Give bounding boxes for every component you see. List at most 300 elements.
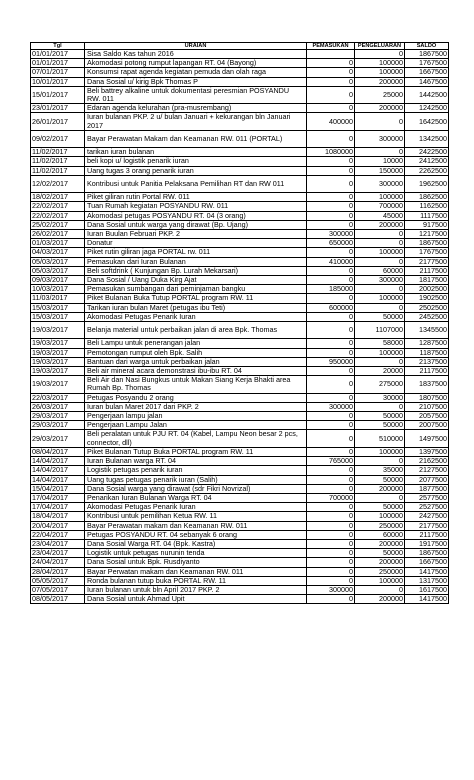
cell-expense: 200000 bbox=[355, 558, 405, 567]
cell-date: 15/03/2017 bbox=[31, 303, 85, 312]
cell-date: 19/03/2017 bbox=[31, 322, 85, 339]
cell-date: 09/02/2017 bbox=[31, 130, 85, 147]
cell-description: Piket Bulanan Tutup Buka PORTAL program RW. 11 bbox=[85, 447, 307, 456]
cell-date: 19/03/2017 bbox=[31, 339, 85, 348]
table-row bbox=[31, 230, 449, 239]
cell-description: Iuran bulanan PKP. 2 u/ bulan Januari + kekurangan bln Januari 2017 bbox=[85, 113, 307, 130]
table-row bbox=[31, 276, 449, 285]
cell-expense: 0 bbox=[355, 357, 405, 366]
cell-income: 700000 bbox=[307, 493, 355, 502]
table-row bbox=[31, 166, 449, 175]
cell-income: 0 bbox=[307, 393, 355, 402]
cell-balance: 1397500 bbox=[405, 447, 449, 456]
table-row bbox=[31, 484, 449, 493]
cell-description: Belanja material untuk perbaikan jalan di area Bpk. Thomas bbox=[85, 322, 307, 339]
cell-description: Kontribusi untuk Panitia Pelaksana Pemilihan RT dan RW 011 bbox=[85, 175, 307, 192]
cell-income: 1080000 bbox=[307, 148, 355, 157]
cell-date: 29/03/2017 bbox=[31, 421, 85, 430]
cell-balance: 1962500 bbox=[405, 175, 449, 192]
cell-date: 29/03/2017 bbox=[31, 412, 85, 421]
cell-balance: 2502500 bbox=[405, 303, 449, 312]
cell-description: Logistik untuk petugas nurunin tenda bbox=[85, 549, 307, 558]
cell-description: Beli battrey alkaline untuk dokumentasi peresmian POSYANDU RW. 011 bbox=[85, 86, 307, 103]
cell-date: 05/05/2017 bbox=[31, 576, 85, 585]
cell-description: Piket Bulanan Buka Tutup PORTAL program RW. 11 bbox=[85, 294, 307, 303]
cell-date: 14/04/2017 bbox=[31, 457, 85, 466]
cell-date: 11/02/2017 bbox=[31, 166, 85, 175]
cell-balance: 2422500 bbox=[405, 148, 449, 157]
table-row bbox=[31, 248, 449, 257]
cell-balance: 1317500 bbox=[405, 576, 449, 585]
cell-expense: 0 bbox=[355, 50, 405, 59]
cell-description: Dana Sosial Warga RT. 04 (Bpk. Kastra) bbox=[85, 539, 307, 548]
cell-income: 0 bbox=[307, 530, 355, 539]
table-row bbox=[31, 430, 449, 447]
cell-income: 0 bbox=[307, 421, 355, 430]
cell-expense: 0 bbox=[355, 148, 405, 157]
cell-expense: 100000 bbox=[355, 193, 405, 202]
table-row bbox=[31, 104, 449, 113]
cell-expense: 200000 bbox=[355, 595, 405, 604]
cell-income: 0 bbox=[307, 248, 355, 257]
cell-description: Logistik petugas penarik iuran bbox=[85, 466, 307, 475]
cell-expense: 510000 bbox=[355, 430, 405, 447]
cell-description: Pemasukan sumbangan dari peminjaman bangku bbox=[85, 285, 307, 294]
cell-balance: 1497500 bbox=[405, 430, 449, 447]
cell-expense: 0 bbox=[355, 230, 405, 239]
cell-description: Pengerjaan lampu jalan bbox=[85, 412, 307, 421]
table-row bbox=[31, 294, 449, 303]
cell-balance: 2127500 bbox=[405, 466, 449, 475]
cell-expense: 58000 bbox=[355, 339, 405, 348]
cell-income: 0 bbox=[307, 412, 355, 421]
cell-description: Iuran bulan Maret 2017 dari PKP. 2 bbox=[85, 402, 307, 411]
table-row bbox=[31, 549, 449, 558]
table-row bbox=[31, 266, 449, 275]
cell-balance: 1467500 bbox=[405, 77, 449, 86]
cell-balance: 2577500 bbox=[405, 493, 449, 502]
cell-balance: 1617500 bbox=[405, 585, 449, 594]
cell-income: 0 bbox=[307, 430, 355, 447]
cell-date: 18/02/2017 bbox=[31, 193, 85, 202]
cell-date: 12/02/2017 bbox=[31, 175, 85, 192]
table-row bbox=[31, 530, 449, 539]
cell-date: 22/03/2017 bbox=[31, 393, 85, 402]
cell-description: Donatur bbox=[85, 239, 307, 248]
cell-expense: 20000 bbox=[355, 367, 405, 376]
table-row bbox=[31, 193, 449, 202]
cell-expense: 100000 bbox=[355, 59, 405, 68]
table-row bbox=[31, 202, 449, 211]
cell-balance: 2007500 bbox=[405, 421, 449, 430]
cell-income: 0 bbox=[307, 376, 355, 393]
cell-expense: 35000 bbox=[355, 466, 405, 475]
header-balance: SALDO bbox=[405, 43, 449, 50]
cell-expense: 0 bbox=[355, 493, 405, 502]
cell-balance: 1917500 bbox=[405, 539, 449, 548]
cell-balance: 1837500 bbox=[405, 376, 449, 393]
cell-income: 0 bbox=[307, 576, 355, 585]
cell-balance: 1117500 bbox=[405, 211, 449, 220]
cell-expense: 100000 bbox=[355, 248, 405, 257]
table-row bbox=[31, 412, 449, 421]
table-row bbox=[31, 503, 449, 512]
cell-date: 15/01/2017 bbox=[31, 86, 85, 103]
cell-expense: 275000 bbox=[355, 376, 405, 393]
cell-income: 0 bbox=[307, 466, 355, 475]
cell-description: Petugas Posyandu 2 orang bbox=[85, 393, 307, 402]
cell-date: 28/04/2017 bbox=[31, 567, 85, 576]
cell-date: 05/03/2017 bbox=[31, 266, 85, 275]
cell-income: 0 bbox=[307, 86, 355, 103]
table-row bbox=[31, 421, 449, 430]
table-row bbox=[31, 86, 449, 103]
cell-income: 0 bbox=[307, 348, 355, 357]
cell-date: 09/03/2017 bbox=[31, 276, 85, 285]
cell-expense: 50000 bbox=[355, 421, 405, 430]
table-row bbox=[31, 285, 449, 294]
cell-income: 300000 bbox=[307, 585, 355, 594]
cell-date: 24/04/2017 bbox=[31, 558, 85, 567]
cell-date: 05/03/2017 bbox=[31, 257, 85, 266]
cell-balance: 2412500 bbox=[405, 157, 449, 166]
cell-description: Akomodasi petugas POSYANDU RT. 04 (3 orang) bbox=[85, 211, 307, 220]
header-date: Tgl bbox=[31, 43, 85, 50]
table-row bbox=[31, 339, 449, 348]
cell-description: Beli peralatan untuk PJU RT. 04 (Kabel, Lampu Neon besar 2 pcs, connector, dll) bbox=[85, 430, 307, 447]
cell-income: 0 bbox=[307, 558, 355, 567]
cell-date: 20/04/2017 bbox=[31, 521, 85, 530]
cell-expense: 0 bbox=[355, 585, 405, 594]
cell-date: 15/03/2017 bbox=[31, 312, 85, 321]
cell-date: 19/03/2017 bbox=[31, 348, 85, 357]
cell-balance: 2162500 bbox=[405, 457, 449, 466]
table-row bbox=[31, 303, 449, 312]
cell-description: Pemotongan rumput oleh Bpk. Salih bbox=[85, 348, 307, 357]
table-row bbox=[31, 148, 449, 157]
table-row bbox=[31, 457, 449, 466]
table-row bbox=[31, 521, 449, 530]
cell-date: 18/04/2017 bbox=[31, 512, 85, 521]
cell-income: 0 bbox=[307, 567, 355, 576]
header-income: PEMASUKAN bbox=[307, 43, 355, 50]
cell-balance: 1187500 bbox=[405, 348, 449, 357]
cell-balance: 1867500 bbox=[405, 549, 449, 558]
table-row bbox=[31, 539, 449, 548]
table-row bbox=[31, 376, 449, 393]
cell-income: 0 bbox=[307, 312, 355, 321]
cell-expense: 50000 bbox=[355, 549, 405, 558]
cell-description: Pemasukan dari Iuran Bulanan bbox=[85, 257, 307, 266]
cell-income: 0 bbox=[307, 68, 355, 77]
table-row bbox=[31, 157, 449, 166]
table-row bbox=[31, 211, 449, 220]
cell-expense: 45000 bbox=[355, 211, 405, 220]
cell-income: 650000 bbox=[307, 239, 355, 248]
cell-income: 0 bbox=[307, 104, 355, 113]
cell-balance: 2137500 bbox=[405, 357, 449, 366]
cell-income: 0 bbox=[307, 521, 355, 530]
cell-date: 14/04/2017 bbox=[31, 475, 85, 484]
cell-description: beli kopi u/ logistik penarik iuran bbox=[85, 157, 307, 166]
cell-description: Konsumsi rapat agenda kegiatan pemuda dan olah raga bbox=[85, 68, 307, 77]
cell-expense: 300000 bbox=[355, 276, 405, 285]
cell-income: 0 bbox=[307, 130, 355, 147]
cell-income: 0 bbox=[307, 549, 355, 558]
cell-balance: 2117500 bbox=[405, 367, 449, 376]
cell-expense: 25000 bbox=[355, 86, 405, 103]
table-row bbox=[31, 595, 449, 604]
cell-expense: 100000 bbox=[355, 447, 405, 456]
cell-description: Beli Lampu untuk penerangan jalan bbox=[85, 339, 307, 348]
cell-description: Sisa Saldo Kas tahun 2016 bbox=[85, 50, 307, 59]
cell-balance: 1642500 bbox=[405, 113, 449, 130]
cell-date: 22/02/2017 bbox=[31, 202, 85, 211]
table-row bbox=[31, 567, 449, 576]
cell-description: Iuran bulanan untuk bln April 2017 PKP. 2 bbox=[85, 585, 307, 594]
cell-balance: 2177500 bbox=[405, 257, 449, 266]
cell-income: 0 bbox=[307, 276, 355, 285]
cell-description: Uang tugas 3 orang penarik iuran bbox=[85, 166, 307, 175]
cell-balance: 1767500 bbox=[405, 59, 449, 68]
cell-date: 19/03/2017 bbox=[31, 357, 85, 366]
cell-date: 10/03/2017 bbox=[31, 285, 85, 294]
cell-date: 23/04/2017 bbox=[31, 549, 85, 558]
cell-balance: 1817500 bbox=[405, 276, 449, 285]
cell-expense: 50000 bbox=[355, 503, 405, 512]
cell-expense: 0 bbox=[355, 303, 405, 312]
cell-expense: 50000 bbox=[355, 475, 405, 484]
cell-expense: 200000 bbox=[355, 220, 405, 229]
table-row bbox=[31, 68, 449, 77]
cell-income: 0 bbox=[307, 294, 355, 303]
cell-balance: 1345500 bbox=[405, 322, 449, 339]
table-row bbox=[31, 447, 449, 456]
cell-balance: 2117500 bbox=[405, 530, 449, 539]
ledger-body bbox=[31, 50, 449, 604]
cell-date: 07/05/2017 bbox=[31, 585, 85, 594]
cell-date: 01/01/2017 bbox=[31, 50, 85, 59]
cell-balance: 2527500 bbox=[405, 503, 449, 512]
cell-description: Akomodasi Petugas Penarik Iuran bbox=[85, 503, 307, 512]
cell-income: 0 bbox=[307, 157, 355, 166]
cell-description: Dana Sosial untuk Bpk. Rusdiyanto bbox=[85, 558, 307, 567]
cell-date: 11/02/2017 bbox=[31, 157, 85, 166]
cell-income: 765000 bbox=[307, 457, 355, 466]
cell-balance: 1667500 bbox=[405, 68, 449, 77]
cell-date: 19/03/2017 bbox=[31, 376, 85, 393]
cell-income: 410000 bbox=[307, 257, 355, 266]
cell-description: Dana Sosial u/ kirig Bpk Thomas P bbox=[85, 77, 307, 86]
cell-expense: 1107000 bbox=[355, 322, 405, 339]
cell-balance: 1417500 bbox=[405, 567, 449, 576]
table-row bbox=[31, 175, 449, 192]
cell-description: Iuran Buulan Februari PKP. 2 bbox=[85, 230, 307, 239]
cell-date: 19/03/2017 bbox=[31, 367, 85, 376]
table-row bbox=[31, 402, 449, 411]
cell-income: 0 bbox=[307, 166, 355, 175]
cell-expense: 700000 bbox=[355, 202, 405, 211]
cell-balance: 1162500 bbox=[405, 202, 449, 211]
cell-description: Piket giliran rutin Portal RW. 011 bbox=[85, 193, 307, 202]
cell-balance: 1902500 bbox=[405, 294, 449, 303]
cell-balance: 1242500 bbox=[405, 104, 449, 113]
cell-expense: 0 bbox=[355, 113, 405, 130]
cell-expense: 300000 bbox=[355, 175, 405, 192]
cell-date: 10/01/2017 bbox=[31, 77, 85, 86]
cell-income: 0 bbox=[307, 475, 355, 484]
cell-expense: 200000 bbox=[355, 484, 405, 493]
cell-income: 600000 bbox=[307, 303, 355, 312]
table-row bbox=[31, 466, 449, 475]
cell-date: 01/01/2017 bbox=[31, 59, 85, 68]
cell-expense: 100000 bbox=[355, 294, 405, 303]
table-row bbox=[31, 576, 449, 585]
cell-balance: 2107500 bbox=[405, 402, 449, 411]
cell-description: Beli Air dan Nasi Bungkus untuk Makan Siang Kerja Bhakti area Rumah Bp. Thomas bbox=[85, 376, 307, 393]
cell-balance: 2427500 bbox=[405, 512, 449, 521]
cell-expense: 100000 bbox=[355, 68, 405, 77]
cell-description: Dana Sosial / Uang Duka Kirg Ajat bbox=[85, 276, 307, 285]
table-row bbox=[31, 77, 449, 86]
header-description: URAIAN bbox=[85, 43, 307, 50]
cell-income: 0 bbox=[307, 484, 355, 493]
cell-date: 22/02/2017 bbox=[31, 211, 85, 220]
cell-expense: 100000 bbox=[355, 512, 405, 521]
cell-income: 0 bbox=[307, 175, 355, 192]
cell-income: 0 bbox=[307, 266, 355, 275]
cell-expense: 300000 bbox=[355, 130, 405, 147]
cell-income: 0 bbox=[307, 59, 355, 68]
header-expense: PENGELUARAN bbox=[355, 43, 405, 50]
cell-date: 25/02/2017 bbox=[31, 220, 85, 229]
cell-balance: 1217500 bbox=[405, 230, 449, 239]
cell-description: Beli softdrink ( Kunjungan Bp. Lurah Mekarsari) bbox=[85, 266, 307, 275]
table-row bbox=[31, 558, 449, 567]
cell-balance: 2117500 bbox=[405, 266, 449, 275]
cell-date: 23/01/2017 bbox=[31, 104, 85, 113]
cell-balance: 1342500 bbox=[405, 130, 449, 147]
cell-income: 0 bbox=[307, 539, 355, 548]
cell-date: 08/04/2017 bbox=[31, 447, 85, 456]
cash-ledger-table bbox=[30, 42, 449, 604]
cell-balance: 1417500 bbox=[405, 595, 449, 604]
table-row bbox=[31, 585, 449, 594]
cell-balance: 2077500 bbox=[405, 475, 449, 484]
cell-balance: 2262500 bbox=[405, 166, 449, 175]
cell-expense: 60000 bbox=[355, 266, 405, 275]
table-row bbox=[31, 113, 449, 130]
table-row bbox=[31, 322, 449, 339]
table-row bbox=[31, 348, 449, 357]
cell-description: Bayar Perawatan makam dan Keamanan RW. 011 bbox=[85, 521, 307, 530]
cell-expense: 0 bbox=[355, 402, 405, 411]
cell-income: 0 bbox=[307, 202, 355, 211]
cell-balance: 917500 bbox=[405, 220, 449, 229]
cell-expense: 60000 bbox=[355, 530, 405, 539]
cell-date: 11/03/2017 bbox=[31, 294, 85, 303]
table-row bbox=[31, 512, 449, 521]
cell-description: Piket rutin giliran jaga PORTAL rw. 011 bbox=[85, 248, 307, 257]
cell-description: Bayar Perwatan makam dan Keamanan RW. 011 bbox=[85, 567, 307, 576]
cell-income: 0 bbox=[307, 322, 355, 339]
cash-ledger-sheet bbox=[30, 42, 448, 604]
table-row bbox=[31, 257, 449, 266]
table-row bbox=[31, 130, 449, 147]
table-row bbox=[31, 493, 449, 502]
cell-income: 0 bbox=[307, 211, 355, 220]
cell-description: Pengerjaan Lampu Jalan bbox=[85, 421, 307, 430]
cell-balance: 2452500 bbox=[405, 312, 449, 321]
cell-balance: 2002500 bbox=[405, 285, 449, 294]
cell-description: Uang tugas petugas penarik iuran (Salih) bbox=[85, 475, 307, 484]
cell-expense: 10000 bbox=[355, 157, 405, 166]
cell-date: 14/04/2017 bbox=[31, 466, 85, 475]
cell-date: 15/04/2017 bbox=[31, 484, 85, 493]
cell-income: 0 bbox=[307, 367, 355, 376]
cell-description: Bantuan dari warga untuk perbaikan jalan bbox=[85, 357, 307, 366]
cell-description: Akomodasi potong rumput lapangan RT. 04 (Bayong) bbox=[85, 59, 307, 68]
cell-income: 0 bbox=[307, 77, 355, 86]
cell-balance: 1667500 bbox=[405, 558, 449, 567]
cell-expense: 0 bbox=[355, 285, 405, 294]
cell-expense: 200000 bbox=[355, 539, 405, 548]
cell-expense: 150000 bbox=[355, 166, 405, 175]
cell-income: 0 bbox=[307, 339, 355, 348]
table-row bbox=[31, 59, 449, 68]
cell-balance: 1862500 bbox=[405, 193, 449, 202]
cell-date: 26/02/2017 bbox=[31, 230, 85, 239]
cell-balance: 1877500 bbox=[405, 484, 449, 493]
cell-date: 07/01/2017 bbox=[31, 68, 85, 77]
table-row bbox=[31, 239, 449, 248]
cell-description: Dana Sosial untuk warga yang dirawat (Bp. Ujang) bbox=[85, 220, 307, 229]
cell-expense: 0 bbox=[355, 239, 405, 248]
cell-balance: 1867500 bbox=[405, 239, 449, 248]
cell-description: Beli air mineral acara demonstrasi ibu-ibu RT. 04 bbox=[85, 367, 307, 376]
cell-balance: 2177500 bbox=[405, 521, 449, 530]
cell-expense: 50000 bbox=[355, 312, 405, 321]
cell-description: Kontribusi untuk pemilihan Ketua RW. 11 bbox=[85, 512, 307, 521]
cell-description: Tarikan iuran bulan Maret (petugas ibu Teti) bbox=[85, 303, 307, 312]
cell-income: 0 bbox=[307, 447, 355, 456]
cell-description: Iuran Bulanan warga RT. 04 bbox=[85, 457, 307, 466]
cell-description: Edaran agenda kelurahan (pra-musrembang) bbox=[85, 104, 307, 113]
cell-description: Dana Sosial untuk Ahmad Upit bbox=[85, 595, 307, 604]
cell-expense: 0 bbox=[355, 457, 405, 466]
cell-income: 300000 bbox=[307, 402, 355, 411]
cell-date: 01/03/2017 bbox=[31, 239, 85, 248]
cell-balance: 1287500 bbox=[405, 339, 449, 348]
cell-description: Ronda bulanan tutup buka PORTAL RW. 11 bbox=[85, 576, 307, 585]
cell-income bbox=[307, 50, 355, 59]
cell-expense: 0 bbox=[355, 257, 405, 266]
cell-income: 0 bbox=[307, 512, 355, 521]
cell-balance: 2057500 bbox=[405, 412, 449, 421]
cell-balance: 1767500 bbox=[405, 248, 449, 257]
cell-income: 300000 bbox=[307, 230, 355, 239]
cell-description: Tuan Rumah kegiatan POSYANDU RW. 011 bbox=[85, 202, 307, 211]
cell-date: 26/01/2017 bbox=[31, 113, 85, 130]
cell-date: 04/03/2017 bbox=[31, 248, 85, 257]
cell-expense: 30000 bbox=[355, 393, 405, 402]
cell-expense: 250000 bbox=[355, 567, 405, 576]
cell-date: 08/05/2017 bbox=[31, 595, 85, 604]
cell-income: 950000 bbox=[307, 357, 355, 366]
cell-income: 185000 bbox=[307, 285, 355, 294]
cell-description: tarikan iuran bulanan bbox=[85, 148, 307, 157]
table-row bbox=[31, 393, 449, 402]
